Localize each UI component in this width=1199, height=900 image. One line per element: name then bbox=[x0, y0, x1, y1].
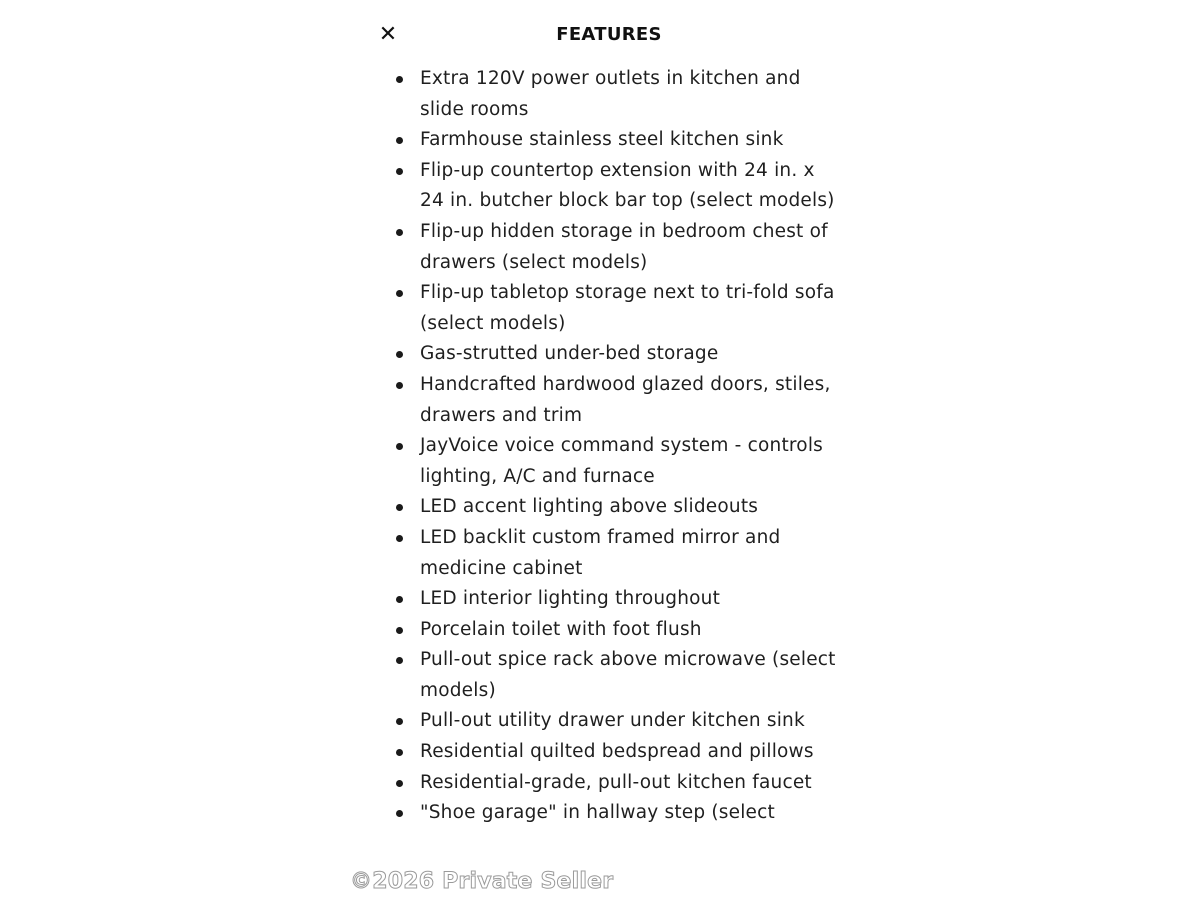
list-item bbox=[392, 737, 842, 768]
close-button[interactable] bbox=[378, 24, 398, 46]
feature-text: Pull-out spice rack above microwave (select models) bbox=[420, 649, 836, 701]
close-icon[interactable]: ✕ bbox=[378, 22, 398, 47]
list-item bbox=[392, 64, 842, 125]
bullet-icon bbox=[396, 229, 403, 236]
bullet-icon bbox=[396, 596, 403, 603]
bullet-icon bbox=[396, 351, 403, 358]
list-item bbox=[392, 615, 842, 646]
bullet-icon bbox=[396, 168, 403, 175]
bullet-icon bbox=[396, 76, 403, 83]
bullet-icon bbox=[396, 137, 403, 144]
feature-text: LED interior lighting throughout bbox=[420, 588, 721, 610]
list-item bbox=[392, 217, 842, 278]
feature-text: Porcelain toilet with foot flush bbox=[420, 618, 702, 640]
bullet-icon bbox=[396, 627, 403, 634]
feature-text: Extra 120V power outlets in kitchen and slide rooms bbox=[420, 68, 801, 120]
watermark: ©2026 Private Seller bbox=[350, 869, 614, 894]
bullet-icon bbox=[396, 290, 403, 297]
feature-text: Farmhouse stainless steel kitchen sink bbox=[420, 129, 784, 151]
list-item bbox=[392, 768, 842, 799]
list-item bbox=[392, 584, 842, 615]
list-item bbox=[392, 339, 842, 370]
list-item bbox=[392, 370, 842, 431]
bullet-icon bbox=[396, 749, 403, 756]
bullet-icon bbox=[396, 535, 403, 542]
list-item bbox=[392, 706, 842, 737]
list-item bbox=[392, 125, 842, 156]
list-item bbox=[392, 156, 842, 217]
feature-text: Residential-grade, pull-out kitchen faucet bbox=[420, 771, 812, 793]
feature-text: Flip-up countertop extension with 24 in. x 24 in. butcher block bar top (select models) bbox=[420, 159, 835, 212]
bullet-icon bbox=[396, 382, 403, 389]
feature-text: Flip-up tabletop storage next to tri-fold sofa (select models) bbox=[420, 282, 835, 334]
bullet-icon bbox=[396, 718, 403, 725]
feature-text: LED backlit custom framed mirror and medicine cabinet bbox=[420, 526, 781, 579]
page-title: FEATURES bbox=[556, 24, 662, 45]
list-item bbox=[392, 798, 842, 829]
feature-text: Handcrafted hardwood glazed doors, stiles, drawers and trim bbox=[420, 373, 831, 426]
feature-text: Pull-out utility drawer under kitchen sink bbox=[420, 710, 805, 732]
features-list bbox=[392, 64, 842, 829]
bullet-icon bbox=[396, 443, 403, 450]
list-item bbox=[392, 431, 842, 492]
feature-text: "Shoe garage" in hallway step (select bbox=[420, 802, 775, 824]
feature-text: Flip-up hidden storage in bedroom chest of drawers (select models) bbox=[420, 220, 828, 273]
feature-text: Residential quilted bedspread and pillows bbox=[420, 741, 814, 763]
bullet-icon bbox=[396, 810, 403, 817]
feature-text: Gas-strutted under-bed storage bbox=[420, 343, 719, 365]
list-item bbox=[392, 492, 842, 523]
feature-text: JayVoice voice command system - controls lighting, A/C and furnace bbox=[420, 435, 823, 487]
list-item bbox=[392, 523, 842, 584]
bullet-icon bbox=[396, 504, 403, 511]
bullet-icon bbox=[396, 657, 403, 664]
list-item bbox=[392, 278, 842, 339]
list-item bbox=[392, 645, 842, 706]
feature-text: LED accent lighting above slideouts bbox=[420, 496, 759, 518]
bullet-icon bbox=[396, 780, 403, 787]
